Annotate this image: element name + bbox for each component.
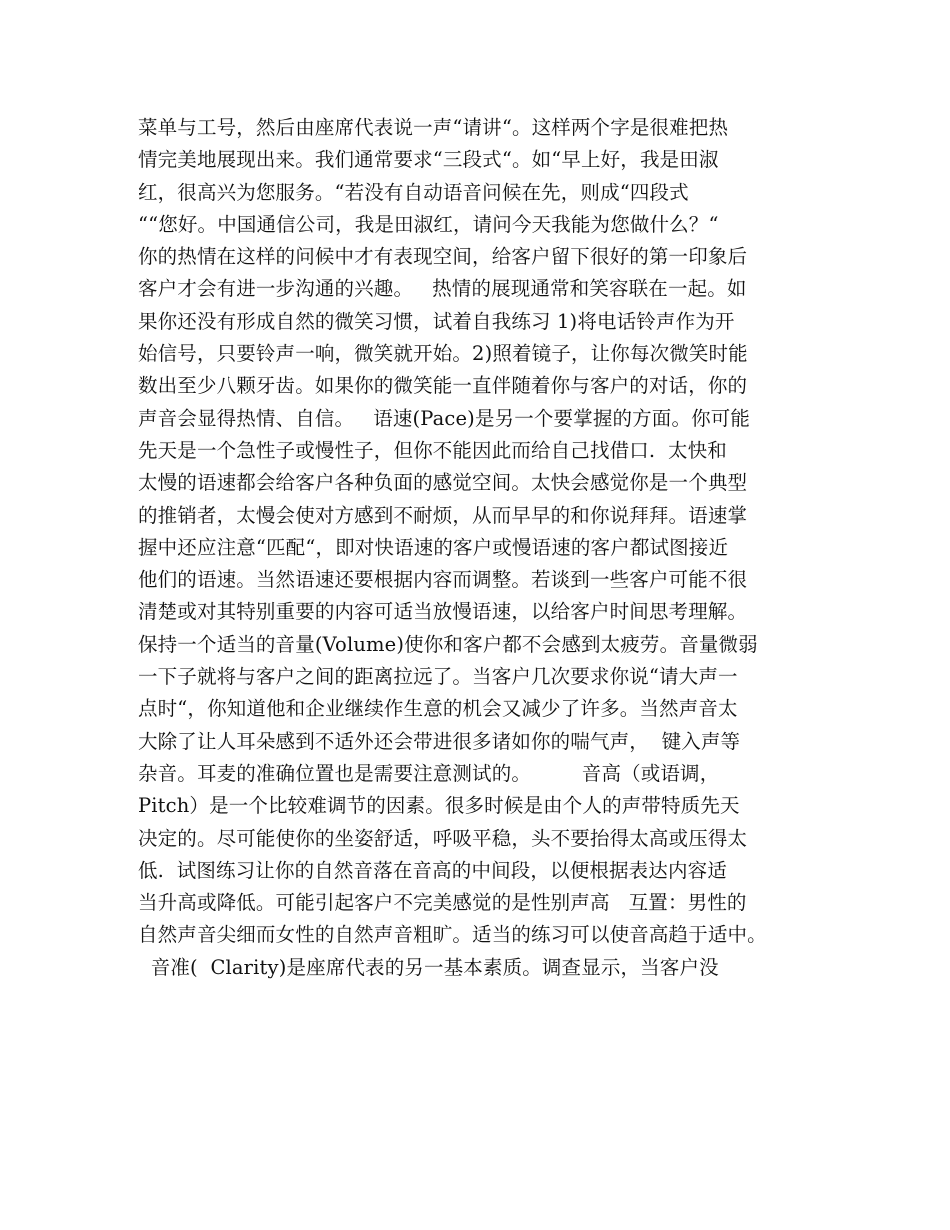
text-line: 情完美地展现出来。我们通常要求“三段式“。如“早上好，我是田淑: [138, 148, 719, 172]
text-line: 一下子就将与客户之间的距离拉远了。当客户几次要求你说“请大声一: [138, 665, 738, 689]
text-line: 清楚或对其特别重要的内容可适当放慢语速，以给客户时间思考理解。: [138, 600, 748, 624]
text-line: 点时“，你知道他和企业继续作生意的机会又减少了许多。当然声音太: [138, 697, 738, 721]
text-line: 低. 试图练习让你的自然音落在音高的中间段，以便根据表达内容适: [138, 858, 727, 882]
text-line: 大除了让人耳朵感到不适外还会带进很多诸如你的喘气声， 键入声等: [138, 729, 741, 753]
text-line: 数出至少八颗牙齿。如果你的微笑能一直伴随着你与客户的对话，你的: [138, 374, 748, 398]
text-line: 太慢的语速都会给客户各种负面的感觉空间。太快会感觉你是一个典型: [138, 471, 748, 495]
text-line: 保持一个适当的音量(Volume)使你和客户都不会感到太疲劳。音量微弱: [138, 632, 758, 656]
text-line: ““您好。中国通信公司，我是田淑红，请问今天我能为您做什么？“: [138, 212, 719, 236]
body-text: [138, 112, 838, 984]
text-line: 决定的。尽可能使你的坐姿舒适，呼吸平稳，头不要抬得太高或压得太: [138, 826, 748, 850]
text-line: 握中还应注意“匹配“，即对快语速的客户或慢语速的客户都试图接近: [138, 535, 729, 559]
text-line: 客户才会有进一步沟通的兴趣。 热情的展现通常和笑容联在一起。如: [138, 277, 747, 301]
text-line: 声音会显得热情、自信。 语速(Pace)是另一个要掌握的方面。你可能: [138, 406, 751, 430]
text-line: 的推销者，太慢会使对方感到不耐烦，从而早早的和你说拜拜。语速掌: [138, 503, 748, 527]
text-line: 先天是一个急性子或慢性子，但你不能因此而给自己找借口. 太快和: [138, 438, 727, 462]
text-line: 你的热情在这样的问候中才有表现空间，给客户留下很好的第一印象后: [138, 245, 748, 269]
text-line: 杂音。耳麦的准确位置也是需要注意测试的。 音高（或语调，: [138, 761, 720, 785]
text-line: 果你还没有形成自然的微笑习惯，试着自我练习 1)将电话铃声作为开: [138, 309, 735, 333]
text-line: 自然声音尖细而女性的自然声音粗旷。适当的练习可以使音高趋于适中。: [138, 923, 767, 947]
text-line: 始信号，只要铃声一响，微笑就开始。2)照着镜子，让你每次微笑时能: [138, 342, 748, 366]
text-line: 当升高或降低。可能引起客户不完美感觉的是性别声高 互置：男性的: [138, 891, 747, 915]
text-line: 菜单与工号，然后由座席代表说一声“请讲“。这样两个字是很难把热: [138, 116, 729, 139]
text-line: Pitch）是一个比较难调节的因素。很多时候是由个人的声带特质先天: [138, 794, 740, 818]
text-line: 音准( Clarity)是座席代表的另一基本素质。调查显示，当客户没: [138, 955, 719, 979]
text-line: 红，很高兴为您服务。“若没有自动语音问候在先，则成“四段式: [138, 180, 689, 204]
text-line: 他们的语速。当然语速还要根据内容而调整。若谈到一些客户可能不很: [138, 568, 748, 592]
